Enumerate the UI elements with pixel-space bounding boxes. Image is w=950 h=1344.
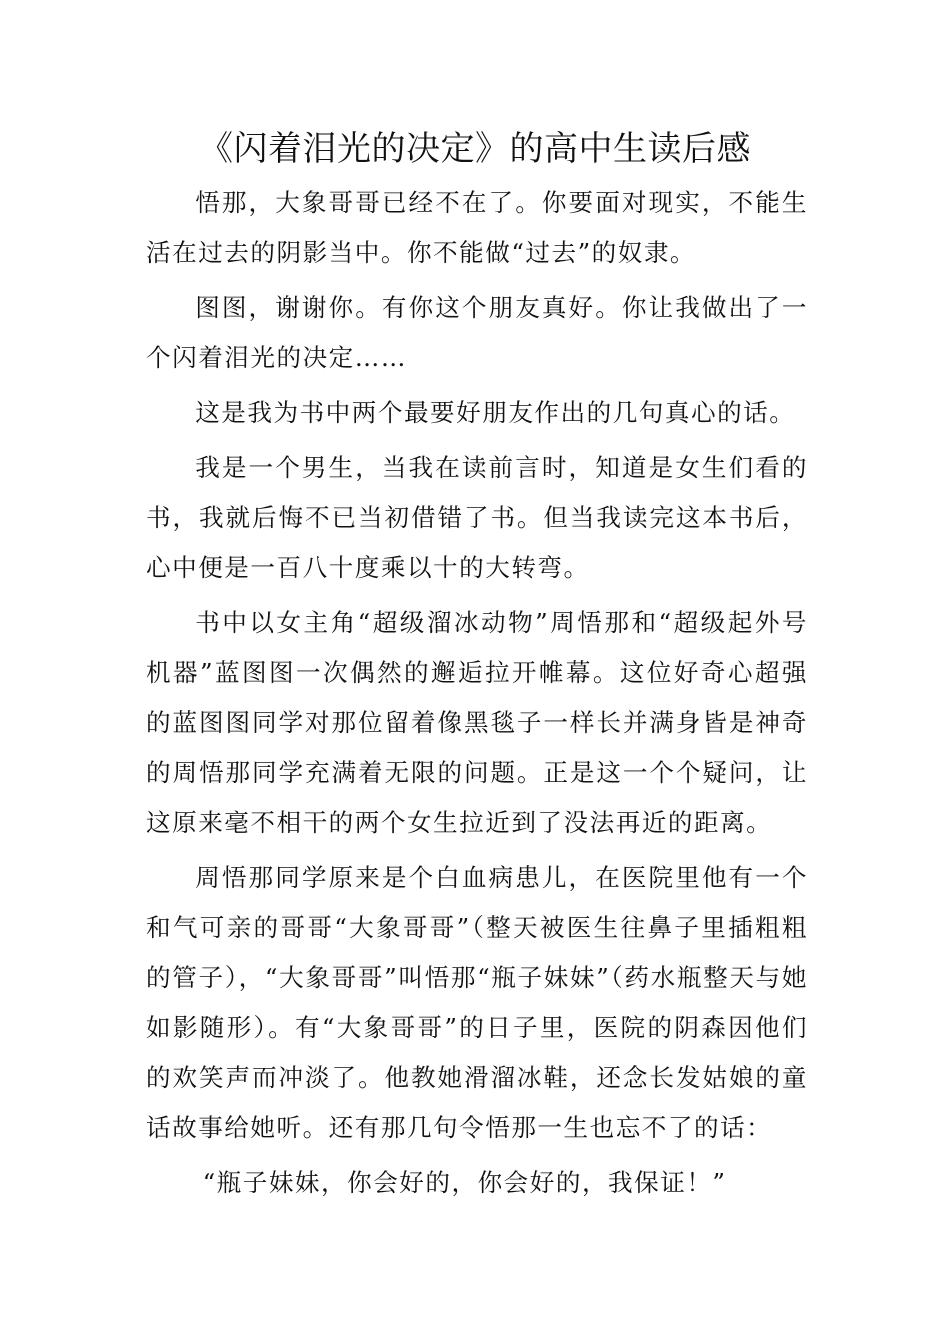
paragraph: 我是一个男生，当我在读前言时，知道是女生们看的书，我就后悔不已当初借错了书。但当我读完这本书后，心中便是一百八十度乘以十的大转弯。 bbox=[146, 453, 808, 582]
paragraph: 悟那，大象哥哥已经不在了。你要面对现实，不能生活在过去的阴影当中。你不能做“过去”的奴隶。 bbox=[146, 188, 808, 267]
document-title: 《闪着泪光的决定》的高中生读后感 bbox=[199, 129, 751, 169]
paragraph: 周悟那同学原来是个白血病患儿，在医院里他有一个和气可亲的哥哥“大象哥哥”（整天被医生往鼻子里插粗粗的管子），“大象哥哥”叫悟那“瓶子妹妹”（药水瓶整天与她如影随形）。有“大象哥哥”的日子里，医院的阴森因他们的欢笑声而冲淡了。他教她滑溜冰鞋，还念长发姑娘的童话故事给她听。还有那几句令悟那一生也忘不了的话： bbox=[146, 863, 808, 1142]
paragraph: 图图，谢谢你。有你这个朋友真好。你让我做出了一个闪着泪光的决定…… bbox=[146, 293, 808, 372]
document-body bbox=[146, 178, 808, 1213]
paragraph: 这是我为书中两个最要好朋友作出的几句真心的话。 bbox=[195, 398, 796, 427]
paragraph: 书中以女主角“超级溜冰动物”周悟那和“超级起外号机器”蓝图图一次偶然的邂逅拉开帷幕。这位好奇心超强的蓝图图同学对那位留着像黑毯子一样长并满身皆是神奇的周悟那同学充满着无限的问题。正是这一个个疑问，让这原来毫不相干的两个女生拉近到了没法再近的距离。 bbox=[146, 608, 808, 837]
quote-paragraph: “瓶子妹妹，你会好的，你会好的，我保证！” bbox=[202, 1168, 727, 1197]
